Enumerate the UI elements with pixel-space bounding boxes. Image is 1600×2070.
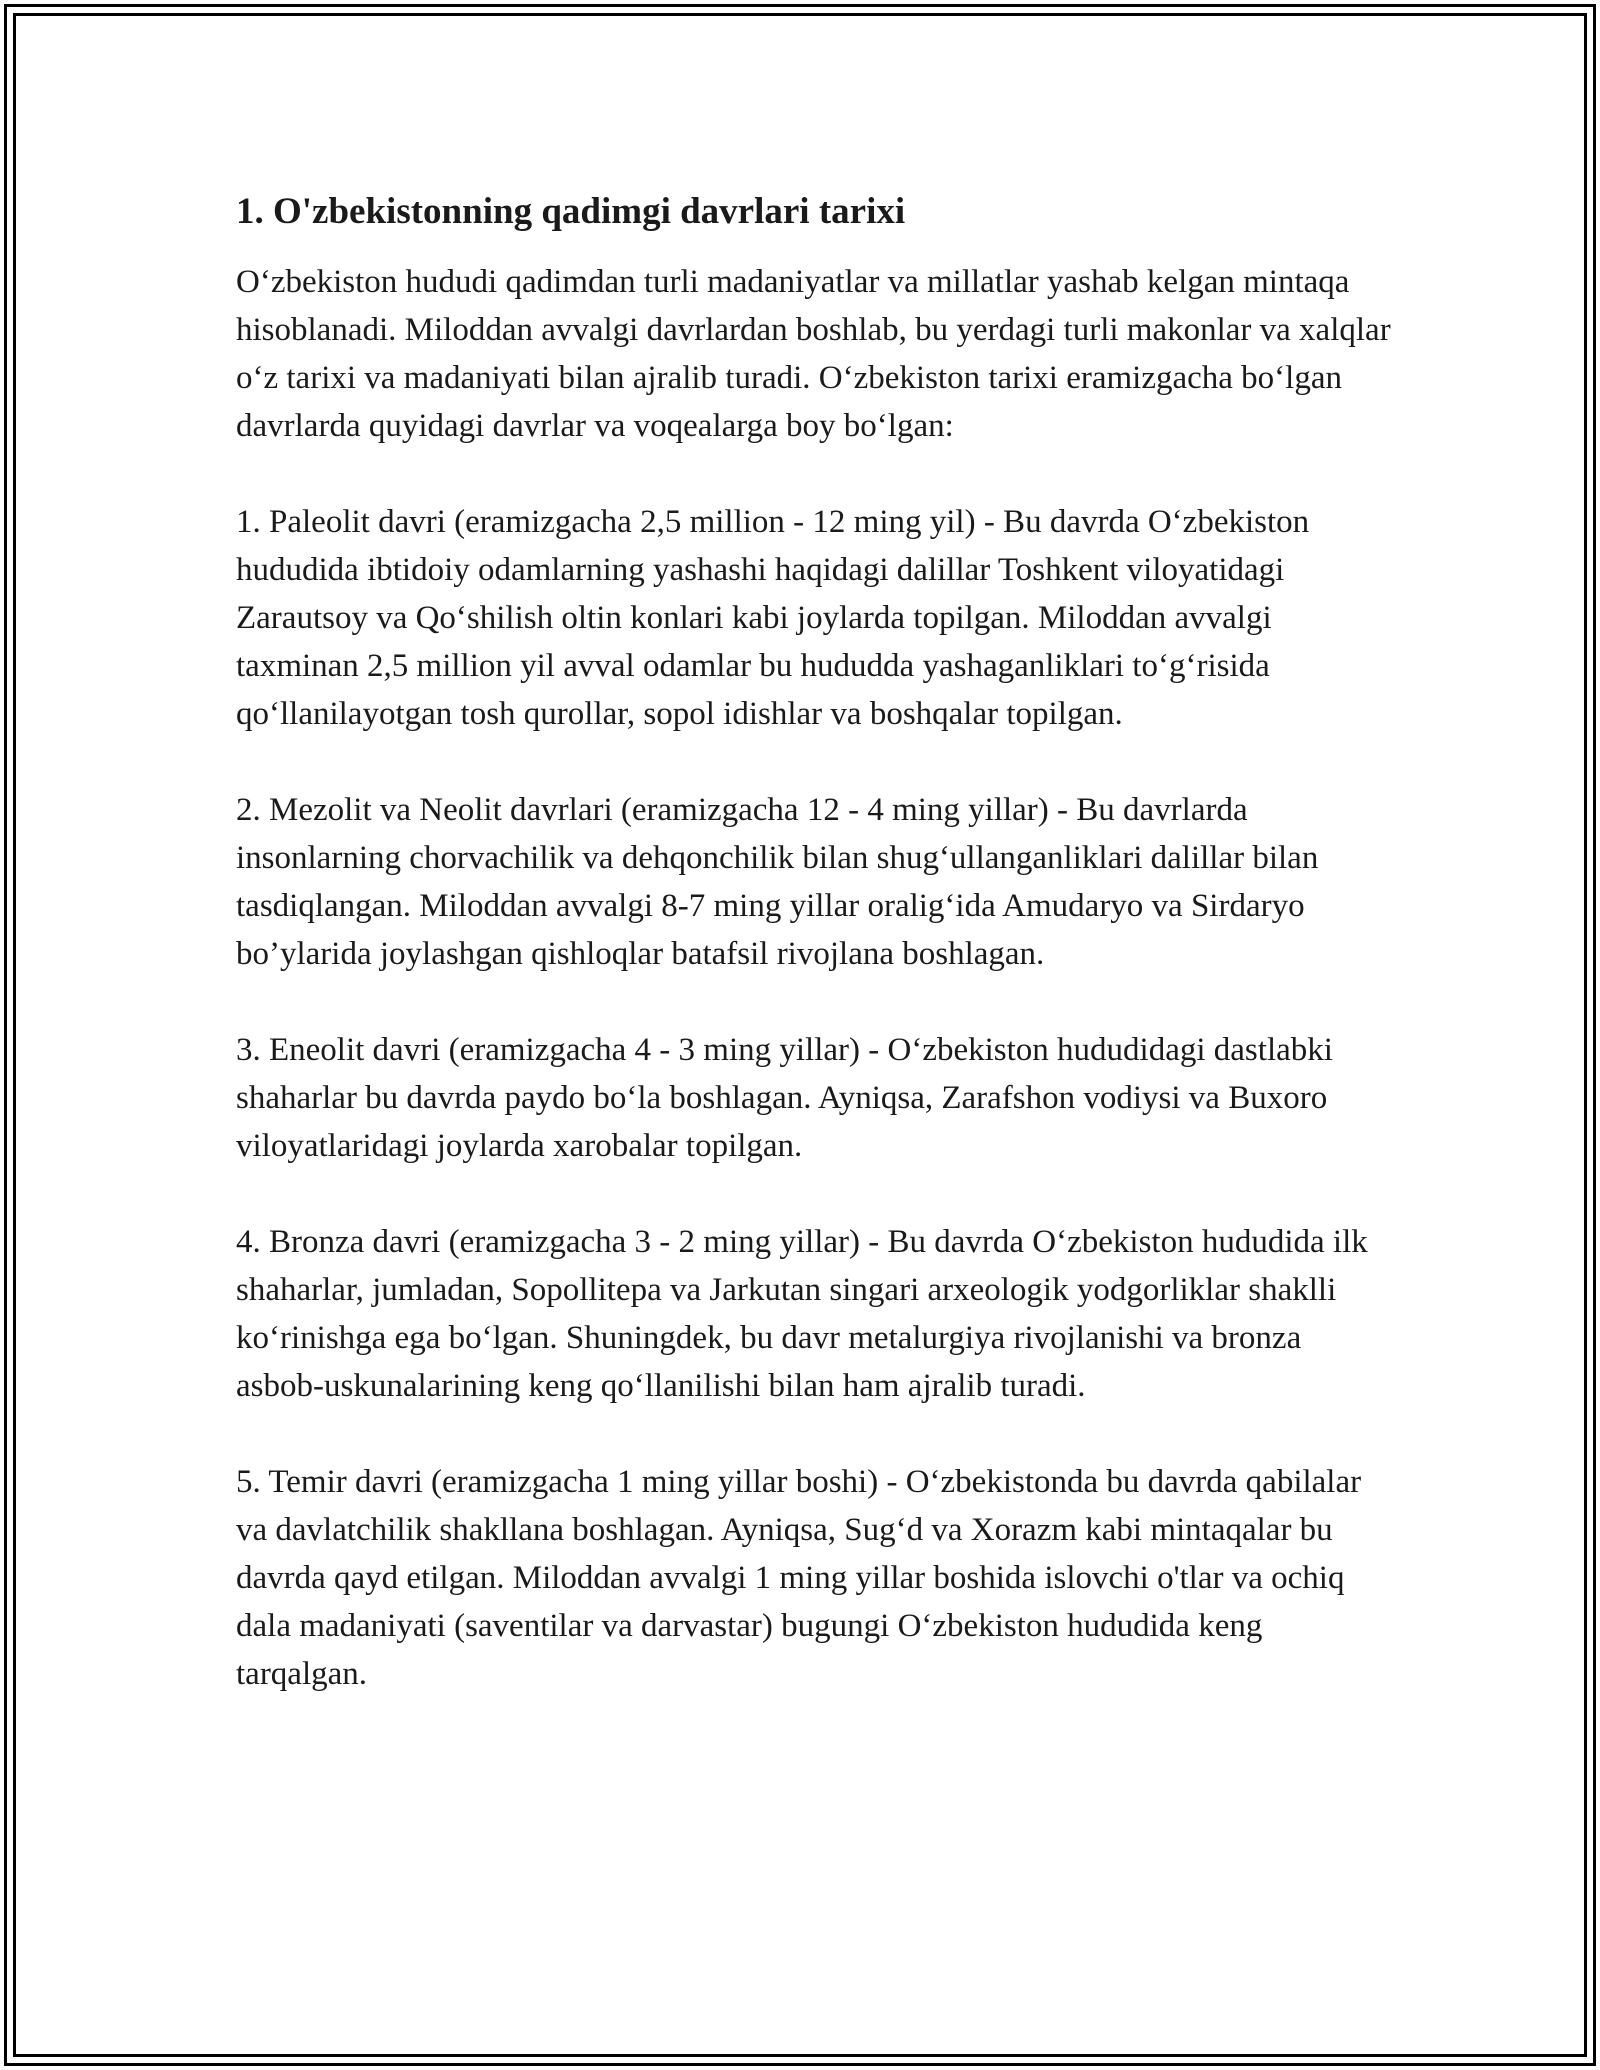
intro-paragraph: O‘zbekiston hududi qadimdan turli madaniyatlar va millatlar yashab kelgan mintaqa hisoblanadi. Miloddan avvalgi davrlardan boshlab, bu yerdagi turli makonlar va xalqlar o‘z tarixi va madaniyati bilan ajralib turadi. O‘zbekiston tarixi eramizgacha bo‘lgan davrlarda quyidagi davrlar va voqealarga boy bo‘lgan: [236, 264, 1391, 444]
paragraph-eneolit: 3. Eneolit davri (eramizgacha 4 - 3 ming yillar) - O‘zbekiston hududidagi dastlabki shaharlar bu davrda paydo bo‘la boshlagan. Ayniqsa, Zarafshon vodiysi va Buxoro viloyatlaridagi joylarda xarobalar topilgan. [236, 1032, 1333, 1164]
document-body [236, 188, 1396, 1698]
paragraph-bronza: 4. Bronza davri (eramizgacha 3 - 2 ming yillar) - Bu davrda O‘zbekiston hududida ilk shaharlar, jumladan, Sopollitepa va Jarkutan singari arxeologik yodgorliklar shaklli ko‘rinishga ega bo‘lgan. Shuningdek, bu davr metalurgiya rivojlanishi va bronza asbob-uskunalarining keng qo‘llanilishi bilan ham ajralib turadi. [236, 1224, 1368, 1404]
document-title: 1. O'zbekistonning qadimgi davrlari tarixi [236, 191, 906, 232]
paragraph-temir: 5. Temir davri (eramizgacha 1 ming yillar boshi) - O‘zbekistonda bu davrda qabilalar va davlatchilik shakllana boshlagan. Ayniqsa, Sug‘d va Xorazm kabi mintaqalar bu davrda qayd etilgan. Miloddan avvalgi 1 ming yillar boshida islovchi o'tlar va ochiq dala madaniyati (saventilar va darvastar) bugungi O‘zbekiston hududida keng tarqalgan. [236, 1464, 1362, 1692]
paragraph-paleolit: 1. Paleolit davri (eramizgacha 2,5 million - 12 ming yil) - Bu davrda O‘zbekiston hududida ibtidoiy odamlarning yashashi haqidagi dalillar Toshkent viloyatidagi Zarautsoy va Qo‘shilish oltin konlari kabi joylarda topilgan. Miloddan avvalgi taxminan 2,5 million yil avval odamlar bu hududda yashaganliklari to‘g‘risida qo‘llanilayotgan tosh qurollar, sopol idishlar va boshqalar topilgan. [236, 504, 1310, 732]
paragraph-mezolit-neolit: 2. Mezolit va Neolit davrlari (eramizgacha 12 - 4 ming yillar) - Bu davrlarda insonlarning chorvachilik va dehqonchilik bilan shug‘ullanganliklari dalillar bilan tasdiqlangan. Miloddan avvalgi 8-7 ming yillar oralig‘ida Amudaryo va Sirdaryo bo’ylarida joylashgan qishloqlar batafsil rivojlana boshlagan. [236, 792, 1319, 972]
